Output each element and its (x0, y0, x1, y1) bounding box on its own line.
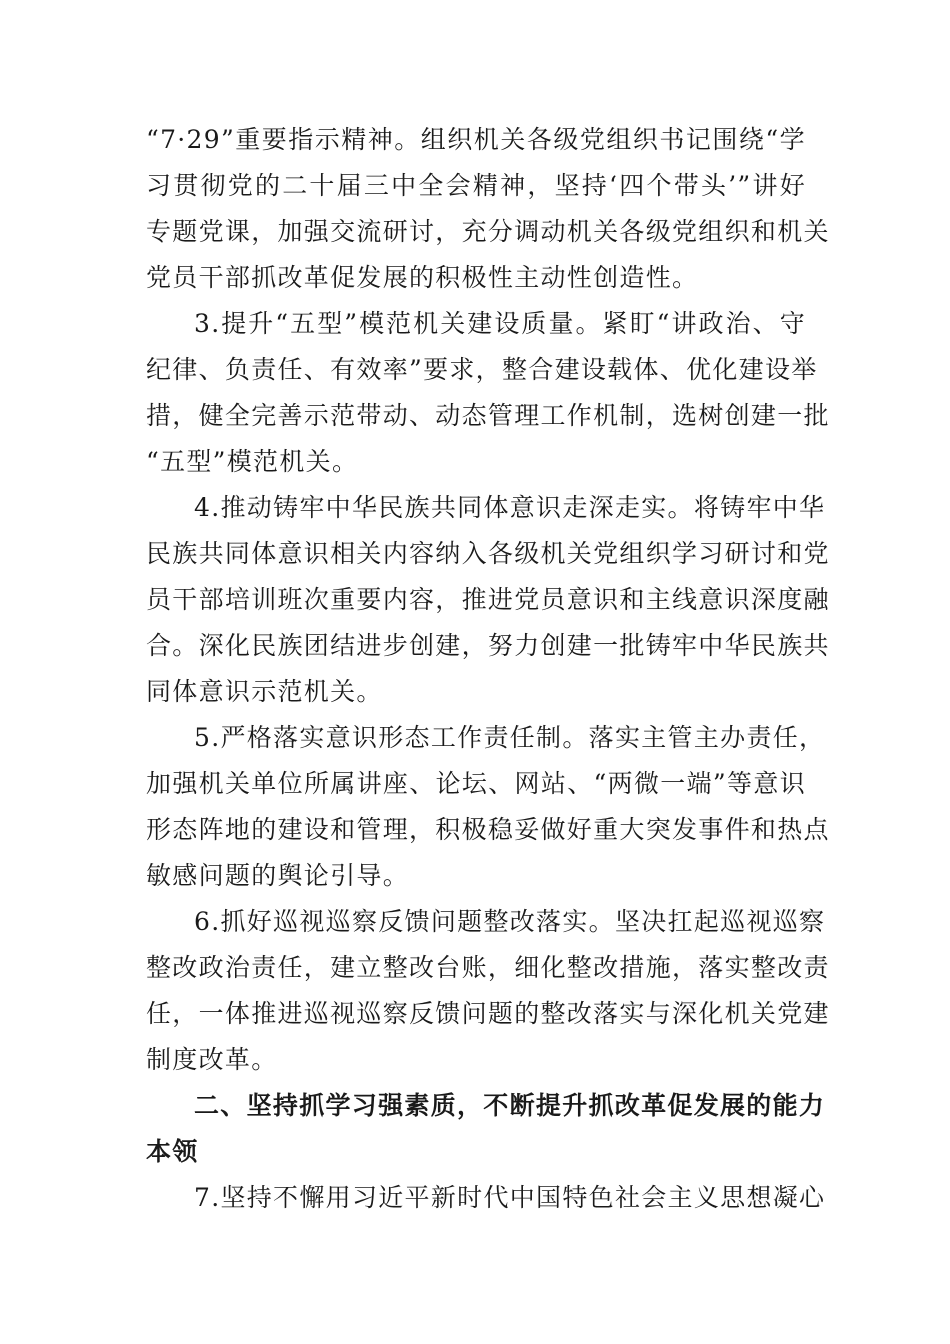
text-line: 整改政治责任，建立整改台账，细化整改措施，落实整改责 (146, 953, 830, 982)
text-line: 同体意识示范机关。 (146, 677, 383, 706)
text-line: 7.坚持不懈用习近平新时代中国特色社会主义思想凝心 (194, 1183, 826, 1212)
text-line: 敏感问题的舆论引导。 (146, 861, 410, 890)
text-line: 形态阵地的建设和管理，积极稳妥做好重大突发事件和热点 (146, 815, 830, 844)
text-line: 习贯彻党的二十届三中全会精神，坚持‘四个带头’”讲好 (146, 171, 806, 200)
text-line: 4.推动铸牢中华民族共同体意识走深走实。将铸牢中华 (194, 493, 826, 522)
text-line: 加强机关单位所属讲座、论坛、网站、“两微一端”等意识 (146, 769, 806, 798)
text-line: 任，一体推进巡视巡察反馈问题的整改落实与深化机关党建 (146, 999, 830, 1028)
text-line: 民族共同体意识相关内容纳入各级机关党组织学习研讨和党 (146, 539, 830, 568)
text-line: “五型”模范机关。 (146, 447, 359, 476)
text-line: 3.提升“五型”模范机关建设质量。紧盯“讲政治、守 (194, 309, 806, 338)
text-line: “7·29”重要指示精神。组织机关各级党组织书记围绕“学 (146, 125, 806, 154)
text-line: 员干部培训班次重要内容，推进党员意识和主线意识深度融 (146, 585, 830, 614)
text-line: 专题党课，加强交流研讨，充分调动机关各级党组织和机关 (146, 217, 830, 246)
text-line: 5.严格落实意识形态工作责任制。落实主管主办责任， (194, 723, 826, 752)
text-line: 制度改革。 (146, 1045, 278, 1074)
section-heading: 本领 (146, 1137, 199, 1166)
text-line: 措，健全完善示范带动、动态管理工作机制，选树创建一批 (146, 401, 830, 430)
text-line: 6.抓好巡视巡察反馈问题整改落实。坚决扛起巡视巡察 (194, 907, 826, 936)
text-line: 合。深化民族团结进步创建，努力创建一批铸牢中华民族共 (146, 631, 830, 660)
section-heading: 二、坚持抓学习强素质，不断提升抓改革促发展的能力 (194, 1091, 826, 1120)
text-line: 纪律、负责任、有效率”要求，整合建设载体、优化建设举 (146, 355, 818, 384)
text-line: 党员干部抓改革促发展的积极性主动性创造性。 (146, 263, 699, 292)
